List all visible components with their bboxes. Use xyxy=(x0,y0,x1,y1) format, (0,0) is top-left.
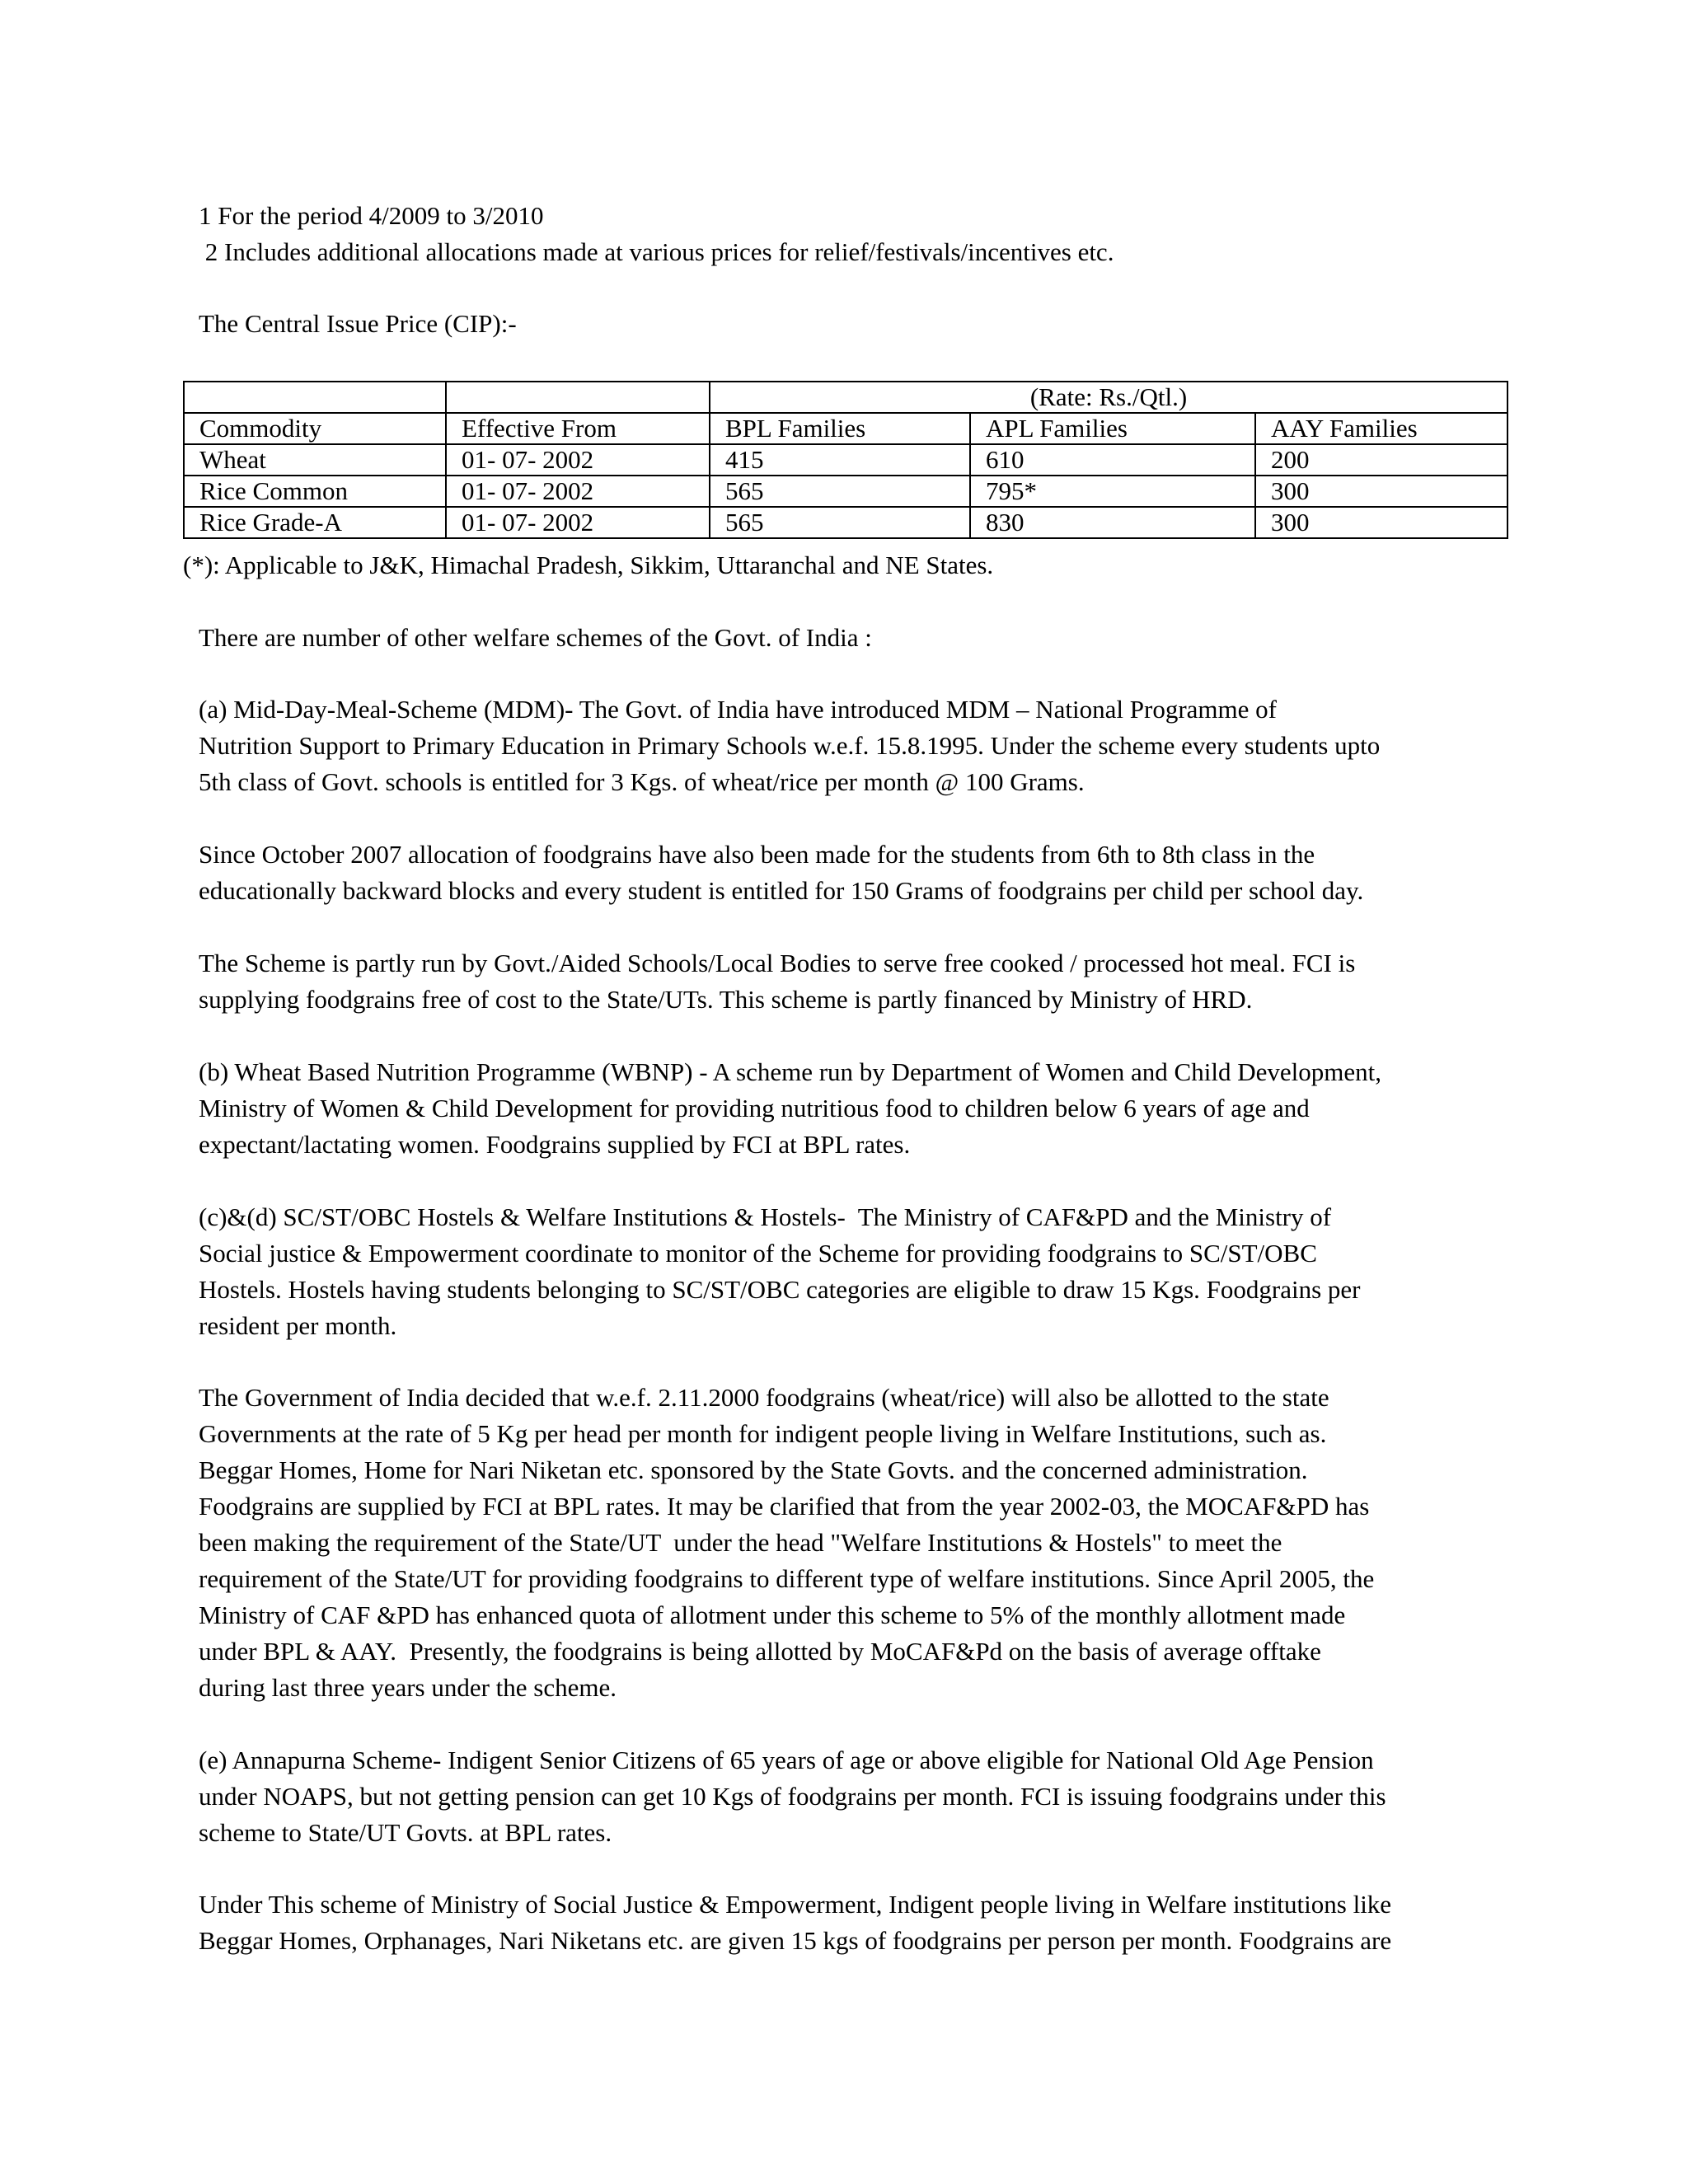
text-line: Beggar Homes, Orphanages, Nari Niketans etc. are given 15 kgs of foodgrains per person per month. Foodgrains are xyxy=(199,1926,1392,1955)
text-line: Under This scheme of Ministry of Social Justice & Empowerment, Indigent people living in Welfare institutions like xyxy=(199,1890,1392,1919)
cip-header-aay: AAY Families xyxy=(1255,413,1507,444)
text-line: (a) Mid-Day-Meal-Scheme (MDM)- The Govt. of India have introduced MDM – National Programme of xyxy=(199,695,1277,724)
text-line: been making the requirement of the State/UT under the head "Welfare Institutions & Hostels" to meet the xyxy=(199,1528,1282,1557)
text-line: under BPL & AAY. Presently, the foodgrains is being allotted by MoCAF&Pd on the basis of average offtake xyxy=(199,1637,1321,1666)
note-period: 1 For the period 4/2009 to 3/2010 xyxy=(199,201,544,230)
text-line: educationally backward blocks and every student is entitled for 150 Grams of foodgrains per child per school day. xyxy=(199,876,1364,905)
note-additional-allocations: 2 Includes additional allocations made at various prices for relief/festivals/incentives etc. xyxy=(199,237,1114,266)
text-line: Ministry of CAF &PD has enhanced quota of allotment under this scheme to 5% of the monthly allotment made xyxy=(199,1601,1346,1629)
cip-rate-label: (Rate: Rs./Qtl.) xyxy=(710,382,1507,413)
paragraph-under-this-scheme xyxy=(199,1886,1501,1959)
table-cell: Rice Common xyxy=(184,476,446,507)
table-cell: 565 xyxy=(710,476,970,507)
paragraph-hostels xyxy=(199,1199,1501,1344)
cip-empty-cell xyxy=(446,382,710,413)
cip-empty-cell xyxy=(184,382,446,413)
cip-header-commodity: Commodity xyxy=(184,413,446,444)
paragraph-annapurna xyxy=(199,1742,1501,1851)
text-line: (c)&(d) SC/ST/OBC Hostels & Welfare Institutions & Hostels- The Ministry of CAF&PD and the Ministry of xyxy=(199,1202,1332,1231)
text-line: Ministry of Women & Child Development for providing nutritious food to children below 6 years of age and xyxy=(199,1094,1310,1122)
cip-rate-row xyxy=(184,382,1507,413)
table-cell: 300 xyxy=(1255,476,1507,507)
text-line: during last three years under the scheme. xyxy=(199,1673,617,1702)
table-cell: 200 xyxy=(1255,444,1507,476)
table-cell: 565 xyxy=(710,507,970,538)
table-row xyxy=(184,476,1507,507)
welfare-intro xyxy=(199,620,1501,656)
text-line: under NOAPS, but not getting pension can get 10 Kgs of foodgrains per month. FCI is issuing foodgrains under this xyxy=(199,1782,1386,1811)
text-line: There are number of other welfare schemes of the Govt. of India : xyxy=(199,623,872,652)
table-footnote: (*): Applicable to J&K, Himachal Pradesh, Sikkim, Uttaranchal and NE States. xyxy=(183,551,994,579)
cip-header-effective-from: Effective From xyxy=(446,413,710,444)
cip-header-bpl: BPL Families xyxy=(710,413,970,444)
paragraph-mdm xyxy=(199,691,1501,800)
text-line: Hostels. Hostels having students belonging to SC/ST/OBC categories are eligible to draw 15 Kgs. Foodgrains per xyxy=(199,1275,1361,1304)
table-cell: 610 xyxy=(970,444,1255,476)
text-line: requirement of the State/UT for providing foodgrains to different type of welfare institutions. Since April 2005, the xyxy=(199,1564,1375,1593)
text-line: Social justice & Empowerment coordinate to monitor of the Scheme for providing foodgrains to SC/ST/OBC xyxy=(199,1239,1317,1268)
table-cell: 300 xyxy=(1255,507,1507,538)
text-line: (e) Annapurna Scheme- Indigent Senior Citizens of 65 years of age or above eligible for National Old Age Pension xyxy=(199,1746,1374,1774)
text-line: supplying foodgrains free of cost to the State/UTs. This scheme is partly financed by Ministry of HRD. xyxy=(199,985,1253,1014)
paragraph-since-october xyxy=(199,837,1501,909)
text-line: Foodgrains are supplied by FCI at BPL rates. It may be clarified that from the year 2002-03, the MOCAF&PD has xyxy=(199,1492,1370,1521)
table-cell: 01- 07- 2002 xyxy=(446,507,710,538)
text-line: expectant/lactating women. Foodgrains supplied by FCI at BPL rates. xyxy=(199,1130,911,1159)
cip-table xyxy=(183,381,1508,539)
table-cell: 415 xyxy=(710,444,970,476)
table-cell: Rice Grade-A xyxy=(184,507,446,538)
table-cell: Wheat xyxy=(184,444,446,476)
text-line: 5th class of Govt. schools is entitled for 3 Kgs. of wheat/rice per month @ 100 Grams. xyxy=(199,767,1085,796)
cip-header-row xyxy=(184,413,1507,444)
text-line: The Government of India decided that w.e.f. 2.11.2000 foodgrains (wheat/rice) will also be allotted to the state xyxy=(199,1383,1329,1412)
text-line: Governments at the rate of 5 Kg per head per month for indigent people living in Welfare Institutions, such as. xyxy=(199,1419,1327,1448)
paragraph-scheme-run xyxy=(199,945,1501,1018)
table-cell: 795* xyxy=(970,476,1255,507)
cip-header-apl: APL Families xyxy=(970,413,1255,444)
text-line: Nutrition Support to Primary Education in Primary Schools w.e.f. 15.8.1995. Under the scheme every students upto xyxy=(199,731,1381,760)
cip-heading: The Central Issue Price (CIP):- xyxy=(199,309,517,338)
text-line: resident per month. xyxy=(199,1311,397,1340)
table-row xyxy=(184,444,1507,476)
text-line: Since October 2007 allocation of foodgrains have also been made for the students from 6th to 8th class in the xyxy=(199,840,1315,869)
table-cell: 01- 07- 2002 xyxy=(446,476,710,507)
paragraph-govt-decided xyxy=(199,1380,1501,1706)
text-line: (b) Wheat Based Nutrition Programme (WBNP) - A scheme run by Department of Women and Child Development, xyxy=(199,1057,1381,1086)
table-row xyxy=(184,507,1507,538)
text-line: The Scheme is partly run by Govt./Aided Schools/Local Bodies to serve free cooked / processed hot meal. FCI is xyxy=(199,949,1356,977)
table-cell: 01- 07- 2002 xyxy=(446,444,710,476)
paragraph-wbnp xyxy=(199,1054,1501,1163)
text-line: Beggar Homes, Home for Nari Niketan etc. sponsored by the State Govts. and the concerned administration. xyxy=(199,1455,1308,1484)
text-line: scheme to State/UT Govts. at BPL rates. xyxy=(199,1818,612,1847)
table-cell: 830 xyxy=(970,507,1255,538)
